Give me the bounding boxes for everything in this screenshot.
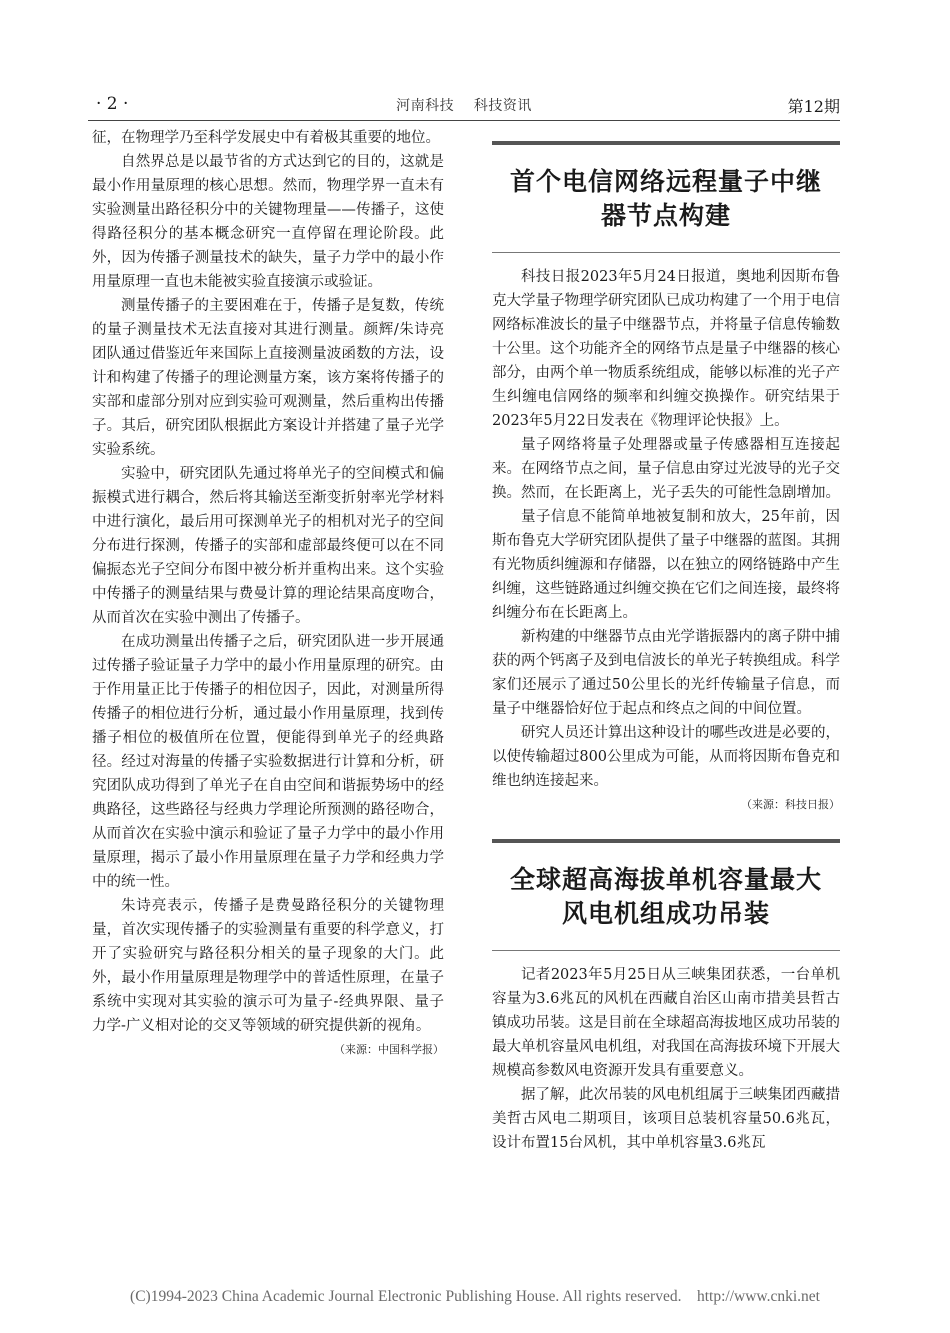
article-source: （来源：科技日报） [741,798,840,811]
paragraph: 新构建的中继器节点由光学谐振器内的离子阱中捕获的两个钙离子及到电信波长的单光子转换组成。科学家们还展示了通过50公里长的光纤传输量子信息，而量子中继器恰好位于起点和终点之间的中间位置。 [492,629,840,717]
article-wind-turbine [492,839,840,1155]
paragraph: 量子信息不能简单地被复制和放大，25年前，因斯布鲁克大学研究团队提供了量子中继器的蓝图。其拥有光物质纠缠源和存储器，以在独立的网络链路中产生纠缠，这些链路通过纠缠交换在它们之间连接，最终将纠缠分布在长距离上。 [492,509,840,621]
journal-section-name: 河南科技 科技资讯 [396,98,532,114]
paragraph: 实验中，研究团队先通过将单光子的空间模式和偏振模式进行耦合，然后将其输送至渐变折射率光学材料中进行演化，最后用可探测单光子的相机对光子的空间分布进行探测，传播子的实部和虚部最终便可以在不同偏振态光子空间分布图中被分析并重构出来。这个实验中传播子的测量结果与费曼计算的理论结果高度吻合，从而首次在实验中测出了传播子。 [92,466,444,626]
title-line: 器节点构建 [600,201,731,230]
header-rule [88,120,840,121]
paragraph: 征，在物理学乃至科学发展史中有着极其重要的地位。 [92,130,440,146]
issue-number: 第12期 [787,97,840,116]
page-number: · 2 · [96,94,129,114]
article-body [492,951,840,1155]
article-title-box [492,141,840,253]
title-line: 首个电信网络远程量子中继 [509,167,822,196]
title-line: 风电机组成功吊装 [561,899,770,928]
article-title-box [492,839,840,951]
title-line: 全球超高海拔单机容量最大 [509,865,822,894]
paragraph: 自然界总是以最节省的方式达到它的目的，这就是最小作用量原理的核心思想。然而，物理学界一直未有实验测量出路径积分中的关键物理量——传播子，这使得路径积分的基本概念研究一直停留在理论阶段。此外，因为传播子测量技术的缺失，量子力学中的最小作用量原理一直也未能被实验直接演示或验证。 [92,154,444,290]
right-column [492,141,840,1179]
paragraph: 记者2023年5月25日从三峡集团获悉，一台单机容量为3.6兆瓦的风机在西藏自治区山南市措美县哲古镇成功吊装。这是目前在全球超高海拔地区成功吊装的最大单机容量风电机组，对我国在高海拔环境下开展大规模高参数风电资源开发具有重要意义。 [492,967,840,1079]
copyright-footer: (C)1994-2023 China Academic Journal Electronic Publishing House. All rights reserved. http://www.cnki.net [130,1288,820,1305]
article-body [492,253,840,815]
left-column [92,126,444,1060]
paragraph: 测量传播子的主要困难在于，传播子是复数，传统的量子测量技术无法直接对其进行测量。颜辉/朱诗亮团队通过借鉴近年来国际上直接测量波函数的方法，设计和构建了传播子的理论测量方案，该方案将传播子的实部和虚部分别对应到实验可观测量，然后重构出传播子。其后，研究团队根据此方案设计并搭建了量子光学实验系统。 [92,298,444,458]
paragraph: 朱诗亮表示，传播子是费曼路径积分的关键物理量，首次实现传播子的实验测量有重要的科学意义，打开了实验研究与路径积分相关的量子现象的大门。此外，最小作用量原理是物理学中的普适性原理，在量子系统中实现对其实验的演示可为量子-经典界限、量子力学-广义相对论的交叉等领域的研究提供新的视角。 [92,898,444,1034]
paragraph: 量子网络将量子处理器或量子传感器相互连接起来。在网络节点之间，量子信息由穿过光波导的光子交换。然而，在长距离上，光子丢失的可能性急剧增加。 [492,437,840,501]
article-quantum-repeater [492,141,840,815]
article-title [492,863,840,931]
paragraph: 据了解，此次吊装的风电机组属于三峡集团西藏措美哲古风电二期项目，该项目总装机容量50.6兆瓦，设计布置15台风机，其中单机容量3.6兆瓦 [492,1087,840,1151]
article-title [492,165,840,233]
paragraph: 在成功测量出传播子之后，研究团队进一步开展通过传播子验证量子力学中的最小作用量原理的研究。由于作用量正比于传播子的相位因子，因此，对测量所得传播子的相位进行分析，通过最小作用量原理，找到传播子相位的极值所在位置，便能得到单光子的经典路径。经过对海量的传播子实验数据进行计算和分析，研究团队成功得到了单光子在自由空间和谐振势场中的经典路径，这些路径与经典力学理论所预测的路径吻合，从而首次在实验中演示和验证了量子力学中的最小作用量原理，揭示了最小作用量原理在量子力学和经典力学中的统一性。 [92,634,444,890]
paragraph: 科技日报2023年5月24日报道，奥地利因斯布鲁克大学量子物理学研究团队已成功构建了一个用于电信网络标准波长的量子中继器节点，并将量子信息传输数十公里。这个功能齐全的网络节点是量子中继器的核心部分，由两个单一物质系统组成，能够以标准的光子产生纠缠电信网络的频率和纠缠交换操作。研究结果于2023年5月22日发表在《物理评论快报》上。 [492,269,840,429]
running-header [88,94,840,116]
article-source: （来源：中国科学报） [334,1043,444,1056]
paragraph: 研究人员还计算出这种设计的哪些改进是必要的，以使传输超过800公里成为可能，从而将因斯布鲁克和维也纳连接起来。 [492,725,840,789]
